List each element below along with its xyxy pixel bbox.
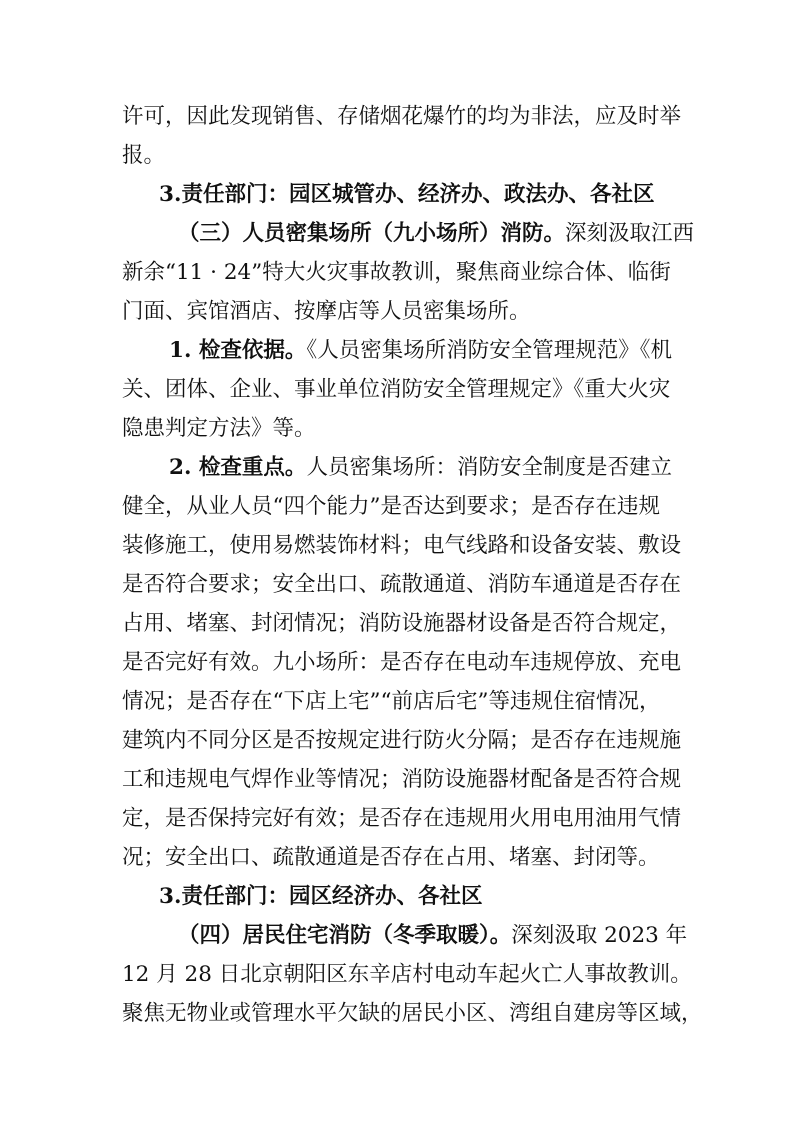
paragraph-line: 工和违规电气焊作业等情况；消防设施器材配备是否符合规	[122, 767, 682, 792]
paragraph-line: 隐患判定方法》等。	[122, 416, 316, 441]
paragraph-line: 定，是否保持完好有效；是否存在违规用火用电用油用气情	[122, 806, 682, 831]
paragraph-line: 门面、宾馆酒店、按摩店等人员密集场所。	[122, 299, 531, 324]
paragraph-line: 关、团体、企业、事业单位消防安全管理规定》《重大火灾	[122, 377, 671, 402]
section-heading-residential: （四）居民住宅消防（冬季取暖）。	[178, 923, 512, 948]
inspection-basis-text: 《人员密集场所消防安全管理规范》《机	[306, 338, 672, 363]
paragraph-line: 新余“11 · 24”特大火灾事故教训，聚焦商业综合体、临街	[122, 260, 671, 285]
section-heading-crowded-places: （三）人员密集场所（九小场所）消防。	[178, 221, 566, 246]
inspection-basis-label: 1. 检查依据。	[169, 338, 307, 363]
paragraph-line: 许可，因此发现销售、存储烟花爆竹的均为非法，应及时举	[122, 104, 682, 129]
section-heading-line	[178, 921, 687, 951]
section-heading-line	[178, 219, 694, 249]
responsible-departments-heading: 3.责任部门：园区城管办、经济办、政法办、各社区	[159, 182, 655, 207]
inspection-focus-line	[169, 453, 672, 483]
paragraph-line: 装修施工，使用易燃装饰材料；电气线路和设备安装、敷设	[122, 533, 682, 558]
paragraph-line: 是否完好有效。九小场所：是否存在电动车违规停放、充电	[122, 650, 682, 675]
paragraph-line: 聚焦无物业或管理水平欠缺的居民小区、湾组自建房等区域，	[122, 1001, 703, 1026]
responsible-departments-heading: 3.责任部门：园区经济办、各社区	[159, 884, 483, 909]
paragraph-line: 报。	[122, 143, 166, 168]
paragraph-line: 建筑内不同分区是否按规定进行防火分隔；是否存在违规施	[122, 728, 682, 753]
paragraph-line: 占用、堵塞、封闭情况；消防设施器材设备是否符合规定，	[122, 611, 682, 636]
paragraph-line: 情况；是否存在“下店上宅”“前店后宅”等违规住宿情况，	[122, 689, 661, 714]
inspection-focus-text: 人员密集场所：消防安全制度是否建立	[306, 455, 672, 480]
paragraph-line: 健全，从业人员“四个能力”是否达到要求；是否存在违规	[122, 494, 660, 519]
paragraph-line: 况；安全出口、疏散通道是否存在占用、堵塞、封闭等。	[122, 845, 660, 870]
inspection-basis-line	[169, 336, 672, 366]
paragraph-line: 12 月 28 日北京朝阳区东辛店村电动车起火亡人事故教训。	[122, 962, 692, 987]
section-intro-text: 深刻汲取 2023 年	[511, 923, 688, 948]
paragraph-line: 是否符合要求；安全出口、疏散通道、消防车通道是否存在	[122, 572, 682, 597]
inspection-focus-label: 2. 检查重点。	[169, 455, 307, 480]
section-intro-text: 深刻汲取江西	[565, 221, 695, 246]
